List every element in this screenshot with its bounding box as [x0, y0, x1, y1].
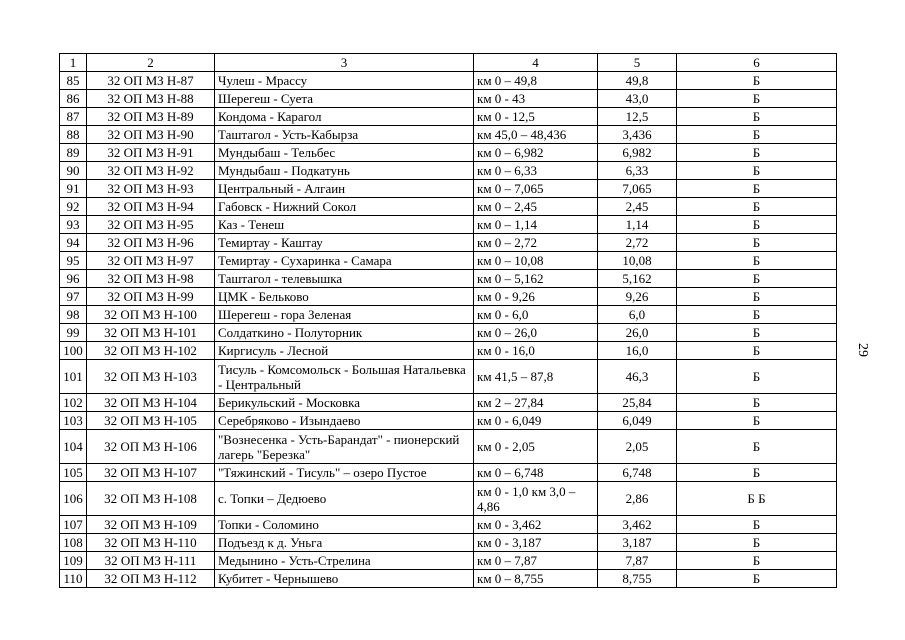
row-number-cell: 87 [60, 108, 87, 126]
table-row [60, 144, 837, 162]
road-code-cell: 32 ОП МЗ Н-87 [87, 72, 215, 90]
table-row [60, 216, 837, 234]
table-row [60, 270, 837, 288]
category-cell: Б [677, 412, 837, 430]
category-cell: Б [677, 234, 837, 252]
length-cell: 3,187 [598, 534, 677, 552]
road-code-cell: 32 ОП МЗ Н-98 [87, 270, 215, 288]
table-row [60, 252, 837, 270]
row-number-cell: 104 [60, 430, 87, 464]
table-row [60, 306, 837, 324]
category-cell: Б [677, 72, 837, 90]
table-row [60, 180, 837, 198]
header-col-5: 5 [598, 54, 677, 72]
road-code-cell: 32 ОП МЗ Н-111 [87, 552, 215, 570]
roads-table [59, 53, 837, 588]
length-cell: 9,26 [598, 288, 677, 306]
road-name-cell: Берикульский - Московка [215, 394, 474, 412]
row-number-cell: 108 [60, 534, 87, 552]
length-cell: 49,8 [598, 72, 677, 90]
category-cell: Б [677, 534, 837, 552]
km-range-cell: км 41,5 – 87,8 [474, 360, 598, 394]
km-range-cell: км 2 – 27,84 [474, 394, 598, 412]
road-name-cell: Киргисуль - Лесной [215, 342, 474, 360]
table-row [60, 108, 837, 126]
km-range-cell: км 0 – 7,065 [474, 180, 598, 198]
category-cell: Б [677, 126, 837, 144]
table-row [60, 516, 837, 534]
length-cell: 10,08 [598, 252, 677, 270]
km-range-cell: км 0 – 49,8 [474, 72, 598, 90]
table-row [60, 412, 837, 430]
category-cell: Б [677, 108, 837, 126]
km-range-cell: км 0 - 6,049 [474, 412, 598, 430]
category-cell: Б [677, 342, 837, 360]
table-row [60, 552, 837, 570]
category-cell: Б [677, 288, 837, 306]
length-cell: 2,45 [598, 198, 677, 216]
road-code-cell: 32 ОП МЗ Н-101 [87, 324, 215, 342]
road-code-cell: 32 ОП МЗ Н-88 [87, 90, 215, 108]
road-code-cell: 32 ОП МЗ Н-90 [87, 126, 215, 144]
row-number-cell: 96 [60, 270, 87, 288]
page-number: 29 [855, 343, 870, 357]
road-code-cell: 32 ОП МЗ Н-107 [87, 464, 215, 482]
length-cell: 25,84 [598, 394, 677, 412]
length-cell: 7,87 [598, 552, 677, 570]
road-name-cell: Шерегеш - Суета [215, 90, 474, 108]
table-row [60, 482, 837, 516]
road-name-cell: ЦМК - Бельково [215, 288, 474, 306]
row-number-cell: 91 [60, 180, 87, 198]
km-range-cell: км 0 – 1,14 [474, 216, 598, 234]
category-cell: Б [677, 324, 837, 342]
length-cell: 43,0 [598, 90, 677, 108]
category-cell: Б [677, 90, 837, 108]
road-name-cell: Топки - Соломино [215, 516, 474, 534]
length-cell: 46,3 [598, 360, 677, 394]
road-name-cell: Каз - Тенеш [215, 216, 474, 234]
road-name-cell: Солдаткино - Полуторник [215, 324, 474, 342]
table-row [60, 464, 837, 482]
roads-table-body [60, 54, 837, 588]
row-number-cell: 89 [60, 144, 87, 162]
km-range-cell: км 0 – 6,33 [474, 162, 598, 180]
km-range-cell: км 0 - 1,0 км 3,0 – 4,86 [474, 482, 598, 516]
length-cell: 7,065 [598, 180, 677, 198]
km-range-cell: км 0 – 5,162 [474, 270, 598, 288]
length-cell: 2,72 [598, 234, 677, 252]
length-cell: 5,162 [598, 270, 677, 288]
km-range-cell: км 0 - 3,462 [474, 516, 598, 534]
row-number-cell: 85 [60, 72, 87, 90]
table-row [60, 198, 837, 216]
category-cell: Б [677, 306, 837, 324]
table-row [60, 288, 837, 306]
road-name-cell: Мундыбаш - Тельбес [215, 144, 474, 162]
road-name-cell: Медынино - Усть-Стрелина [215, 552, 474, 570]
road-code-cell: 32 ОП МЗ Н-106 [87, 430, 215, 464]
km-range-cell: км 0 – 26,0 [474, 324, 598, 342]
road-code-cell: 32 ОП МЗ Н-91 [87, 144, 215, 162]
km-range-cell: км 0 – 6,748 [474, 464, 598, 482]
table-row [60, 162, 837, 180]
road-name-cell: Мундыбаш - Подкатунь [215, 162, 474, 180]
row-number-cell: 92 [60, 198, 87, 216]
km-range-cell: км 0 – 10,08 [474, 252, 598, 270]
road-code-cell: 32 ОП МЗ Н-93 [87, 180, 215, 198]
length-cell: 8,755 [598, 570, 677, 588]
km-range-cell: км 45,0 – 48,436 [474, 126, 598, 144]
road-name-cell: "Вознесенка - Усть-Барандат" - пионерский лагерь "Березка" [215, 430, 474, 464]
row-number-cell: 102 [60, 394, 87, 412]
km-range-cell: км 0 - 2,05 [474, 430, 598, 464]
km-range-cell: км 0 – 8,755 [474, 570, 598, 588]
category-cell: Б Б [677, 482, 837, 516]
length-cell: 6,33 [598, 162, 677, 180]
row-number-cell: 107 [60, 516, 87, 534]
category-cell: Б [677, 360, 837, 394]
road-code-cell: 32 ОП МЗ Н-109 [87, 516, 215, 534]
km-range-cell: км 0 - 16,0 [474, 342, 598, 360]
road-code-cell: 32 ОП МЗ Н-99 [87, 288, 215, 306]
row-number-cell: 94 [60, 234, 87, 252]
road-name-cell: Темиртау - Сухаринка - Самара [215, 252, 474, 270]
road-name-cell: Кубитет - Чернышево [215, 570, 474, 588]
row-number-cell: 88 [60, 126, 87, 144]
km-range-cell: км 0 – 2,72 [474, 234, 598, 252]
category-cell: Б [677, 270, 837, 288]
category-cell: Б [677, 180, 837, 198]
length-cell: 1,14 [598, 216, 677, 234]
table-row [60, 394, 837, 412]
table-row [60, 430, 837, 464]
header-col-6: 6 [677, 54, 837, 72]
header-col-2: 2 [87, 54, 215, 72]
category-cell: Б [677, 394, 837, 412]
table-row [60, 126, 837, 144]
length-cell: 3,462 [598, 516, 677, 534]
table-row [60, 324, 837, 342]
length-cell: 2,05 [598, 430, 677, 464]
row-number-cell: 109 [60, 552, 87, 570]
table-row [60, 570, 837, 588]
km-range-cell: км 0 - 43 [474, 90, 598, 108]
road-name-cell: Тисуль - Комсомольск - Большая Натальевка - Центральный [215, 360, 474, 394]
length-cell: 6,0 [598, 306, 677, 324]
header-row [60, 54, 837, 72]
category-cell: Б [677, 464, 837, 482]
road-name-cell: Темиртау - Каштау [215, 234, 474, 252]
road-code-cell: 32 ОП МЗ Н-97 [87, 252, 215, 270]
table-row [60, 360, 837, 394]
table-row [60, 72, 837, 90]
row-number-cell: 93 [60, 216, 87, 234]
road-name-cell: Шерегеш - гора Зеленая [215, 306, 474, 324]
road-code-cell: 32 ОП МЗ Н-103 [87, 360, 215, 394]
table-row [60, 342, 837, 360]
road-code-cell: 32 ОП МЗ Н-100 [87, 306, 215, 324]
row-number-cell: 105 [60, 464, 87, 482]
road-name-cell: Чулеш - Мрассу [215, 72, 474, 90]
road-code-cell: 32 ОП МЗ Н-105 [87, 412, 215, 430]
row-number-cell: 103 [60, 412, 87, 430]
road-code-cell: 32 ОП МЗ Н-104 [87, 394, 215, 412]
road-code-cell: 32 ОП МЗ Н-102 [87, 342, 215, 360]
road-code-cell: 32 ОП МЗ Н-108 [87, 482, 215, 516]
row-number-cell: 99 [60, 324, 87, 342]
row-number-cell: 90 [60, 162, 87, 180]
category-cell: Б [677, 216, 837, 234]
category-cell: Б [677, 430, 837, 464]
road-code-cell: 32 ОП МЗ Н-95 [87, 216, 215, 234]
row-number-cell: 86 [60, 90, 87, 108]
category-cell: Б [677, 198, 837, 216]
header-col-3: 3 [215, 54, 474, 72]
row-number-cell: 97 [60, 288, 87, 306]
category-cell: Б [677, 252, 837, 270]
category-cell: Б [677, 552, 837, 570]
road-name-cell: Серебряково - Изындаево [215, 412, 474, 430]
header-col-4: 4 [474, 54, 598, 72]
length-cell: 6,982 [598, 144, 677, 162]
km-range-cell: км 0 - 6,0 [474, 306, 598, 324]
category-cell: Б [677, 144, 837, 162]
length-cell: 3,436 [598, 126, 677, 144]
km-range-cell: км 0 – 2,45 [474, 198, 598, 216]
road-name-cell: Таштагол - телевышка [215, 270, 474, 288]
road-code-cell: 32 ОП МЗ Н-92 [87, 162, 215, 180]
category-cell: Б [677, 516, 837, 534]
road-name-cell: Габовск - Нижний Сокол [215, 198, 474, 216]
row-number-cell: 101 [60, 360, 87, 394]
length-cell: 2,86 [598, 482, 677, 516]
length-cell: 26,0 [598, 324, 677, 342]
row-number-cell: 98 [60, 306, 87, 324]
road-code-cell: 32 ОП МЗ Н-96 [87, 234, 215, 252]
length-cell: 12,5 [598, 108, 677, 126]
km-range-cell: км 0 - 12,5 [474, 108, 598, 126]
row-number-cell: 95 [60, 252, 87, 270]
km-range-cell: км 0 – 6,982 [474, 144, 598, 162]
road-name-cell: "Тяжинский - Тисуль" – озеро Пустое [215, 464, 474, 482]
table-row [60, 534, 837, 552]
header-col-1: 1 [60, 54, 87, 72]
road-code-cell: 32 ОП МЗ Н-110 [87, 534, 215, 552]
road-code-cell: 32 ОП МЗ Н-112 [87, 570, 215, 588]
table-row [60, 90, 837, 108]
row-number-cell: 110 [60, 570, 87, 588]
road-name-cell: Центральный - Алгаин [215, 180, 474, 198]
category-cell: Б [677, 570, 837, 588]
table-row [60, 234, 837, 252]
road-name-cell: Таштагол - Усть-Кабырза [215, 126, 474, 144]
road-code-cell: 32 ОП МЗ Н-94 [87, 198, 215, 216]
length-cell: 16,0 [598, 342, 677, 360]
row-number-cell: 106 [60, 482, 87, 516]
km-range-cell: км 0 – 7,87 [474, 552, 598, 570]
km-range-cell: км 0 - 3,187 [474, 534, 598, 552]
length-cell: 6,049 [598, 412, 677, 430]
road-name-cell: Кондома - Карагол [215, 108, 474, 126]
road-code-cell: 32 ОП МЗ Н-89 [87, 108, 215, 126]
category-cell: Б [677, 162, 837, 180]
road-name-cell: с. Топки – Дедюево [215, 482, 474, 516]
length-cell: 6,748 [598, 464, 677, 482]
km-range-cell: км 0 - 9,26 [474, 288, 598, 306]
road-name-cell: Подъезд к д. Уньга [215, 534, 474, 552]
row-number-cell: 100 [60, 342, 87, 360]
